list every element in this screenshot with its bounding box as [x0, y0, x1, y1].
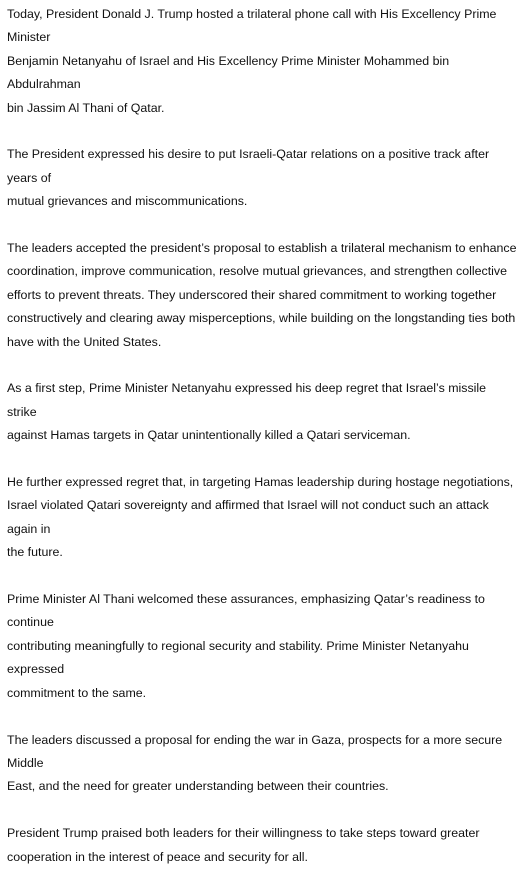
document-body — [7, 0, 519, 869]
paragraph-president-desire: The President expressed his desire to put Israeli-Qatar relations on a positive track after years of mutual grievances and miscommunications. — [7, 147, 490, 209]
paragraph-trump-praise: President Trump praised both leaders for their willingness to take steps toward greater cooperation in the interest of peace and security for all. — [7, 826, 480, 864]
paragraph-trilateral-mechanism: The leaders accepted the president’s proposal to establish a trilateral mechanism to enhance coordination, improve communication, resolve mutual grievances, and strengthen collective efforts to prevent threats. They underscored their shared commitment to working together constructively and clearing away misperceptions, while building on the longstanding ties both have with the United States. — [7, 241, 517, 349]
paragraph-gaza-proposal: The leaders discussed a proposal for ending the war in Gaza, prospects for a more secure Middle East, and the need for greater understanding between their countries. — [7, 732, 503, 794]
paragraph-al-thani-welcome: Prime Minister Al Thani welcomed these assurances, emphasizing Qatar’s readiness to continue contributing meaningfully to regional security and stability. Prime Minister Netanyahu expressed commitment to the same. — [7, 592, 485, 700]
paragraph-call-announcement: Today, President Donald J. Trump hosted a trilateral phone call with His Excellency Prime Minister Benjamin Netanyahu of Israel and His Excellency Prime Minister Mohammed bin Abdulrahman bin Jassim Al Thani of Qatar. — [7, 7, 497, 115]
paragraph-sovereignty: He further expressed regret that, in targeting Hamas leadership during hostage negotiations, Israel violated Qatari sovereignty and affirmed that Israel will not conduct such an attack again in the future. — [7, 475, 514, 560]
paragraph-netanyahu-regret: As a first step, Prime Minister Netanyahu expressed his deep regret that Israel’s missile strike against Hamas targets in Qatar unintentionally killed a Qatari serviceman. — [7, 381, 487, 443]
